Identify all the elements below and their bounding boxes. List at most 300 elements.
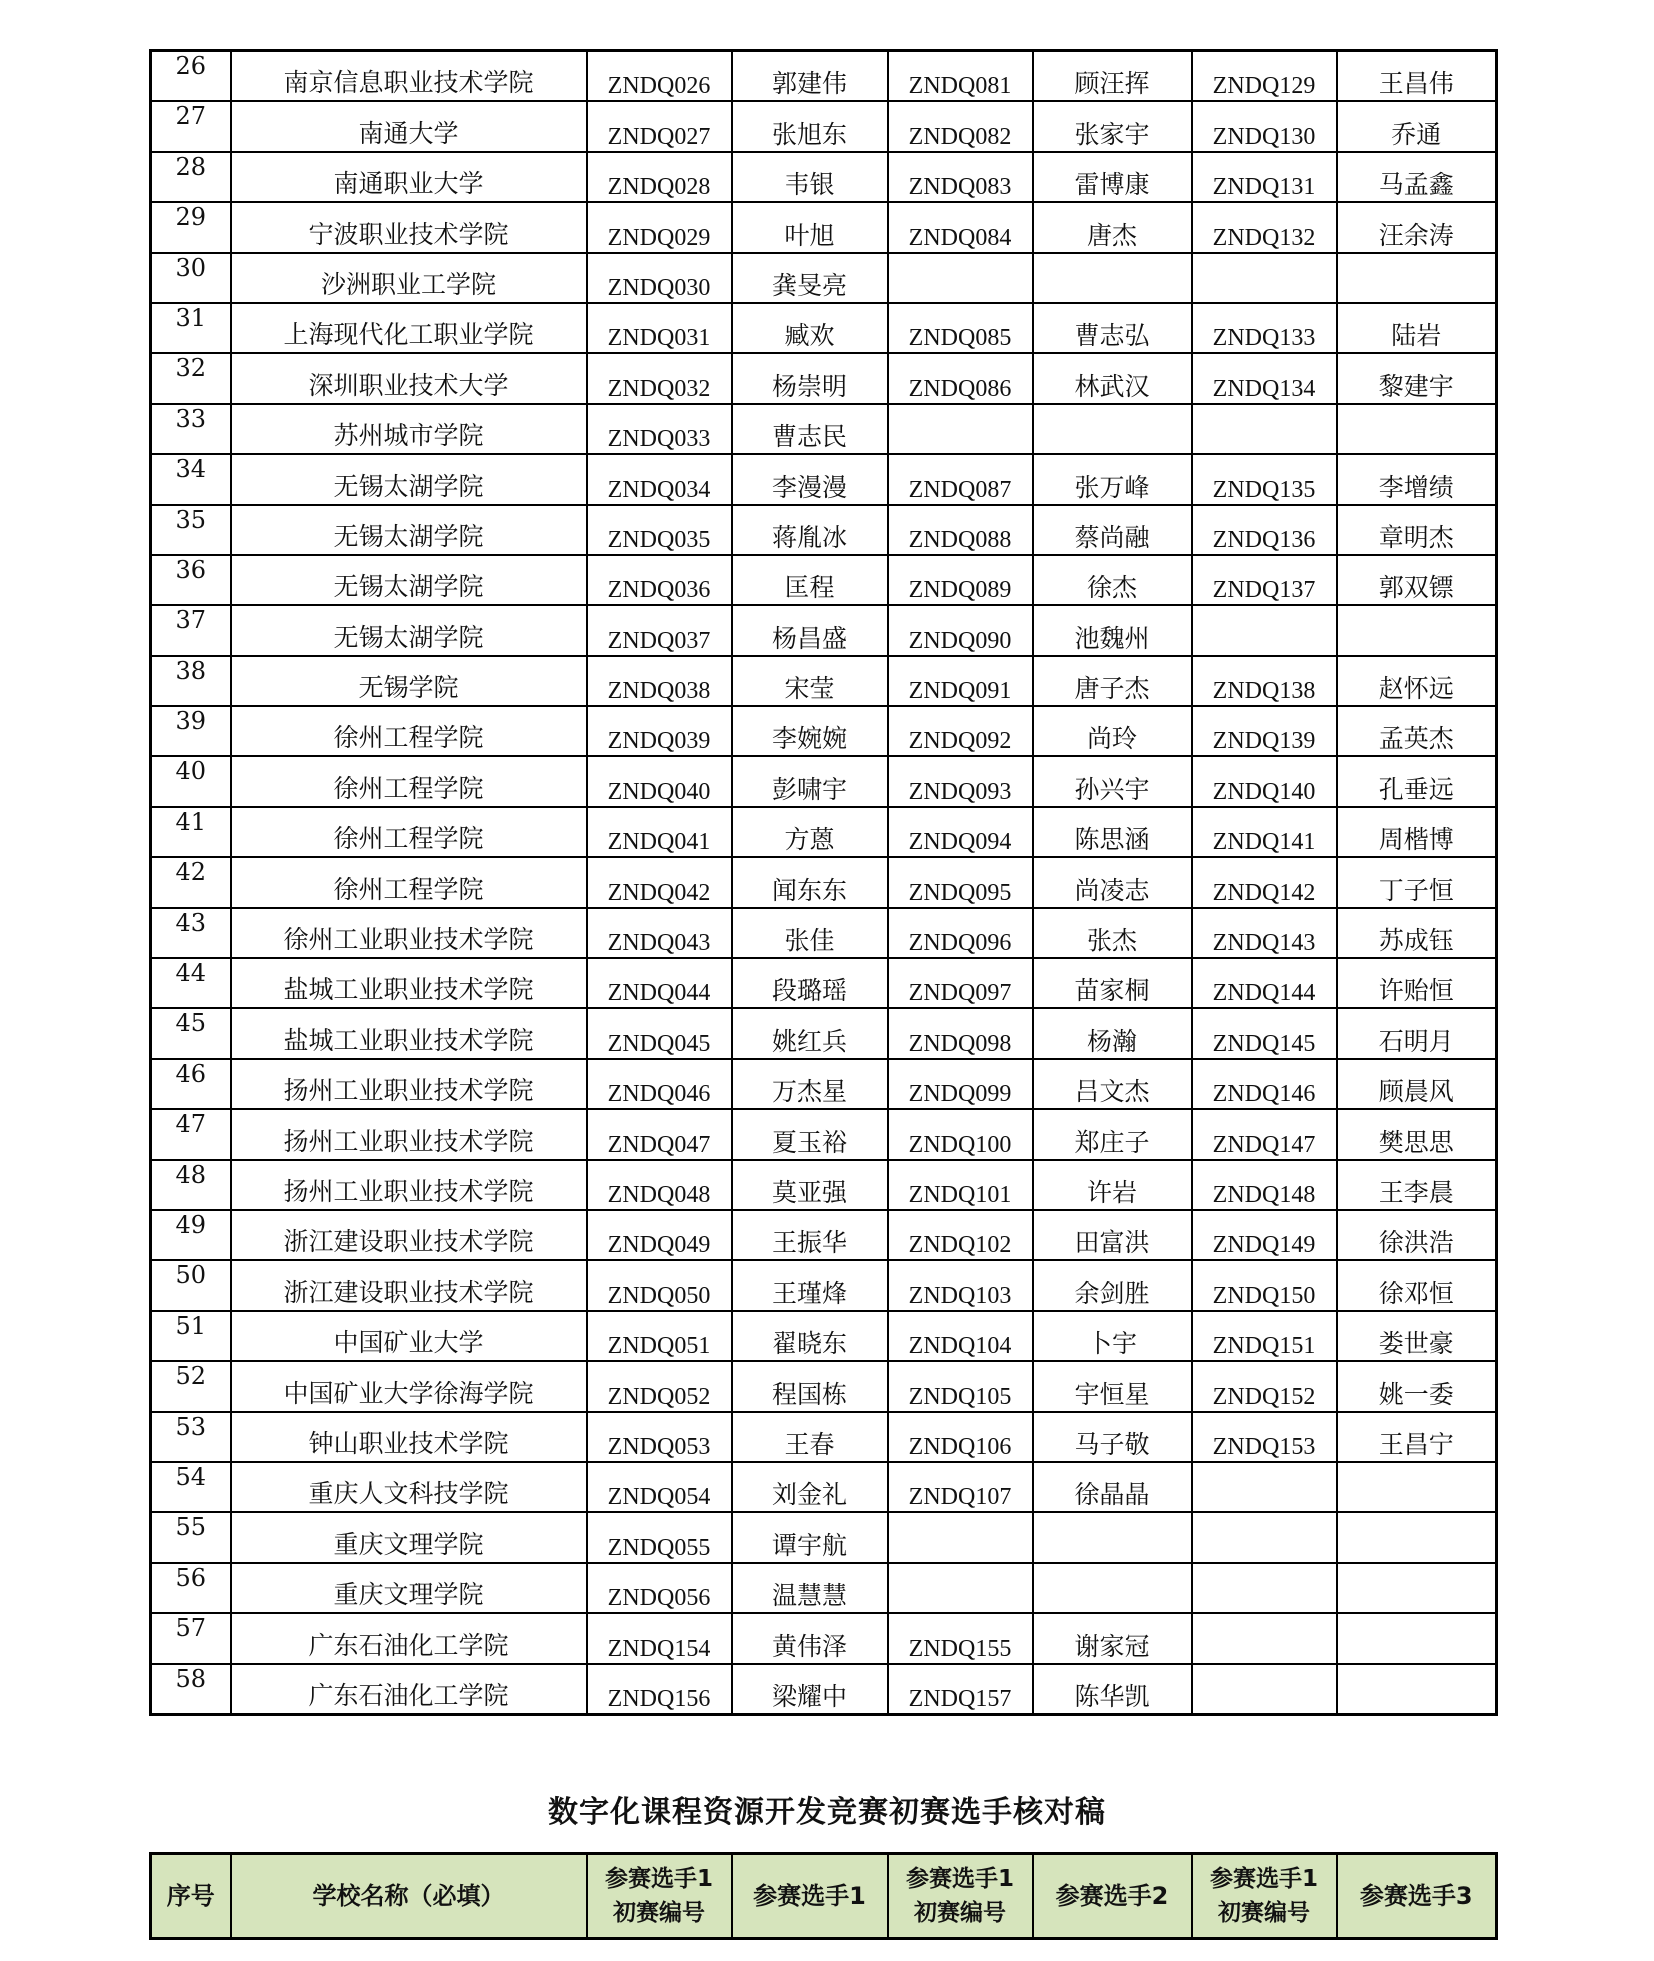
player-2-name-cell: 张家宇 <box>1033 101 1192 151</box>
school-name-cell: 南京信息职业技术学院 <box>231 51 587 102</box>
player-2-name-cell <box>1033 404 1192 454</box>
player-1-code-cell: ZNDQ026 <box>587 51 732 102</box>
table-row <box>151 353 1497 403</box>
player-2-code-cell: ZNDQ083 <box>888 152 1033 202</box>
player-2-code-cell: ZNDQ096 <box>888 908 1033 958</box>
table-row <box>151 1210 1497 1260</box>
school-name-cell: 重庆文理学院 <box>231 1563 587 1613</box>
player-3-code-cell <box>1192 1563 1337 1613</box>
player-2-code-cell: ZNDQ085 <box>888 303 1033 353</box>
player-1-code-cell: ZNDQ046 <box>587 1059 732 1109</box>
player-2-name-cell: 谢家冠 <box>1033 1613 1192 1663</box>
player-1-code-cell: ZNDQ034 <box>587 454 732 504</box>
player-3-name-cell: 孔垂远 <box>1337 756 1497 806</box>
player-3-name-cell: 许贻恒 <box>1337 958 1497 1008</box>
school-name-cell: 无锡太湖学院 <box>231 605 587 655</box>
player-1-code-cell: ZNDQ038 <box>587 656 732 706</box>
row-number-cell: 28 <box>151 152 231 202</box>
school-name-cell: 徐州工程学院 <box>231 756 587 806</box>
player-1-name-cell: 彭啸宇 <box>732 756 888 806</box>
player-2-name-cell: 林武汉 <box>1033 353 1192 403</box>
player-1-name-cell: 宋莹 <box>732 656 888 706</box>
player-3-code-cell: ZNDQ150 <box>1192 1260 1337 1310</box>
section-title: 数字化课程资源开发竞赛初赛选手核对稿 <box>548 1795 1106 1830</box>
header-no: 序号 <box>151 1854 231 1939</box>
player-2-name-cell: 曹志弘 <box>1033 303 1192 353</box>
player-3-code-cell: ZNDQ146 <box>1192 1059 1337 1109</box>
player-3-code-cell: ZNDQ144 <box>1192 958 1337 1008</box>
player-1-name-cell: 程国栋 <box>732 1361 888 1411</box>
player-1-code-cell: ZNDQ055 <box>587 1512 732 1562</box>
player-1-name-cell: 郭建伟 <box>732 51 888 102</box>
player-2-code-cell: ZNDQ157 <box>888 1664 1033 1715</box>
player-1-name-cell: 刘金礼 <box>732 1462 888 1512</box>
player-2-name-cell: 池魏州 <box>1033 605 1192 655</box>
player-2-name-cell: 张万峰 <box>1033 454 1192 504</box>
player-3-name-cell <box>1337 1462 1497 1512</box>
player-3-name-cell: 顾晨风 <box>1337 1059 1497 1109</box>
player-3-code-cell: ZNDQ143 <box>1192 908 1337 958</box>
table-row <box>151 202 1497 252</box>
table-row <box>151 1260 1497 1310</box>
row-number-cell: 48 <box>151 1160 231 1210</box>
player-1-name-cell: 王振华 <box>732 1210 888 1260</box>
player-3-name-cell: 王昌伟 <box>1337 51 1497 102</box>
school-name-cell: 重庆人文科技学院 <box>231 1462 587 1512</box>
player-1-code-cell: ZNDQ029 <box>587 202 732 252</box>
player-1-code-cell: ZNDQ044 <box>587 958 732 1008</box>
row-number-cell: 46 <box>151 1059 231 1109</box>
row-number-cell: 31 <box>151 303 231 353</box>
player-3-code-cell: ZNDQ151 <box>1192 1311 1337 1361</box>
player-1-code-cell: ZNDQ032 <box>587 353 732 403</box>
row-number-cell: 57 <box>151 1613 231 1663</box>
school-name-cell: 无锡学院 <box>231 656 587 706</box>
header-code-3-line-2: 初赛编号 <box>1218 1900 1310 1926</box>
table-row <box>151 555 1497 605</box>
school-name-cell: 浙江建设职业技术学院 <box>231 1260 587 1310</box>
player-1-code-cell: ZNDQ048 <box>587 1160 732 1210</box>
header-code-3-line-1: 参赛选手1 <box>1209 1866 1318 1892</box>
row-number-cell: 55 <box>151 1512 231 1562</box>
school-name-cell: 广东石油化工学院 <box>231 1664 587 1715</box>
header-code-3 <box>1192 1854 1337 1939</box>
player-2-code-cell: ZNDQ091 <box>888 656 1033 706</box>
player-3-name-cell: 石明月 <box>1337 1008 1497 1058</box>
player-1-name-cell: 王瑾烽 <box>732 1260 888 1310</box>
roster-table <box>149 49 1498 1716</box>
player-2-name-cell: 杨瀚 <box>1033 1008 1192 1058</box>
player-1-name-cell: 谭宇航 <box>732 1512 888 1562</box>
player-1-name-cell: 臧欢 <box>732 303 888 353</box>
school-name-cell: 无锡太湖学院 <box>231 555 587 605</box>
school-name-cell: 深圳职业技术大学 <box>231 353 587 403</box>
player-2-code-cell: ZNDQ101 <box>888 1160 1033 1210</box>
player-2-code-cell: ZNDQ092 <box>888 706 1033 756</box>
player-1-code-cell: ZNDQ041 <box>587 807 732 857</box>
player-2-name-cell: 顾汪挥 <box>1033 51 1192 102</box>
table-row <box>151 958 1497 1008</box>
player-1-name-cell: 翟晓东 <box>732 1311 888 1361</box>
player-1-code-cell: ZNDQ040 <box>587 756 732 806</box>
player-3-code-cell <box>1192 1664 1337 1715</box>
player-2-name-cell: 卜宇 <box>1033 1311 1192 1361</box>
player-1-name-cell: 曹志民 <box>732 404 888 454</box>
player-2-name-cell: 张杰 <box>1033 908 1192 958</box>
school-name-cell: 徐州工程学院 <box>231 857 587 907</box>
player-3-code-cell <box>1192 1613 1337 1663</box>
player-1-name-cell: 万杰星 <box>732 1059 888 1109</box>
row-number-cell: 34 <box>151 454 231 504</box>
school-name-cell: 徐州工程学院 <box>231 807 587 857</box>
school-name-cell: 上海现代化工职业学院 <box>231 303 587 353</box>
player-3-code-cell: ZNDQ142 <box>1192 857 1337 907</box>
player-2-code-cell: ZNDQ098 <box>888 1008 1033 1058</box>
player-3-code-cell: ZNDQ134 <box>1192 353 1337 403</box>
player-1-name-cell: 张旭东 <box>732 101 888 151</box>
row-number-cell: 58 <box>151 1664 231 1715</box>
header-code-1 <box>587 1854 732 1939</box>
player-3-name-cell: 娄世豪 <box>1337 1311 1497 1361</box>
player-3-name-cell: 黎建宇 <box>1337 353 1497 403</box>
player-3-name-cell <box>1337 605 1497 655</box>
table-row <box>151 1361 1497 1411</box>
header-code-1-line-1: 参赛选手1 <box>604 1866 713 1892</box>
table-row <box>151 1563 1497 1613</box>
row-number-cell: 36 <box>151 555 231 605</box>
table-row <box>151 656 1497 706</box>
player-3-code-cell <box>1192 1512 1337 1562</box>
row-number-cell: 27 <box>151 101 231 151</box>
table-row <box>151 807 1497 857</box>
header-code-2-line-2: 初赛编号 <box>914 1900 1006 1926</box>
player-2-name-cell: 徐杰 <box>1033 555 1192 605</box>
player-3-code-cell <box>1192 1462 1337 1512</box>
player-3-code-cell <box>1192 404 1337 454</box>
row-number-cell: 47 <box>151 1109 231 1159</box>
table-row <box>151 1512 1497 1562</box>
player-1-name-cell: 匡程 <box>732 555 888 605</box>
row-number-cell: 41 <box>151 807 231 857</box>
table-row <box>151 51 1497 102</box>
school-name-cell: 无锡太湖学院 <box>231 454 587 504</box>
player-1-code-cell: ZNDQ045 <box>587 1008 732 1058</box>
player-3-code-cell: ZNDQ131 <box>1192 152 1337 202</box>
school-name-cell: 扬州工业职业技术学院 <box>231 1160 587 1210</box>
player-2-name-cell: 陈华凯 <box>1033 1664 1192 1715</box>
player-1-code-cell: ZNDQ033 <box>587 404 732 454</box>
table-row <box>151 303 1497 353</box>
player-1-name-cell: 蒋胤冰 <box>732 505 888 555</box>
table-row <box>151 756 1497 806</box>
player-3-code-cell: ZNDQ136 <box>1192 505 1337 555</box>
player-1-name-cell: 张佳 <box>732 908 888 958</box>
player-3-name-cell: 丁子恒 <box>1337 857 1497 907</box>
player-2-code-cell: ZNDQ082 <box>888 101 1033 151</box>
player-1-code-cell: ZNDQ035 <box>587 505 732 555</box>
player-2-code-cell <box>888 404 1033 454</box>
table-row <box>151 1160 1497 1210</box>
player-3-code-cell: ZNDQ138 <box>1192 656 1337 706</box>
player-1-name-cell: 李婉婉 <box>732 706 888 756</box>
player-3-code-cell: ZNDQ129 <box>1192 51 1337 102</box>
player-3-code-cell: ZNDQ130 <box>1192 101 1337 151</box>
player-2-code-cell: ZNDQ106 <box>888 1412 1033 1462</box>
school-name-cell: 重庆文理学院 <box>231 1512 587 1562</box>
player-2-name-cell: 孙兴宇 <box>1033 756 1192 806</box>
row-number-cell: 45 <box>151 1008 231 1058</box>
player-2-name-cell: 苗家桐 <box>1033 958 1192 1008</box>
player-1-name-cell: 闻东东 <box>732 857 888 907</box>
player-1-name-cell: 方蒽 <box>732 807 888 857</box>
player-1-name-cell: 叶旭 <box>732 202 888 252</box>
player-1-code-cell: ZNDQ054 <box>587 1462 732 1512</box>
player-3-name-cell: 李增绩 <box>1337 454 1497 504</box>
player-1-code-cell: ZNDQ047 <box>587 1109 732 1159</box>
player-2-code-cell <box>888 1563 1033 1613</box>
school-name-cell: 扬州工业职业技术学院 <box>231 1109 587 1159</box>
row-number-cell: 53 <box>151 1412 231 1462</box>
table-row <box>151 454 1497 504</box>
player-3-name-cell <box>1337 404 1497 454</box>
player-3-name-cell: 徐邓恒 <box>1337 1260 1497 1310</box>
player-1-code-cell: ZNDQ043 <box>587 908 732 958</box>
table-row <box>151 404 1497 454</box>
player-3-code-cell: ZNDQ133 <box>1192 303 1337 353</box>
player-2-code-cell <box>888 253 1033 303</box>
player-2-code-cell: ZNDQ087 <box>888 454 1033 504</box>
row-number-cell: 52 <box>151 1361 231 1411</box>
school-name-cell: 广东石油化工学院 <box>231 1613 587 1663</box>
player-1-name-cell: 李漫漫 <box>732 454 888 504</box>
player-2-code-cell: ZNDQ088 <box>888 505 1033 555</box>
school-name-cell: 盐城工业职业技术学院 <box>231 958 587 1008</box>
table-row <box>151 505 1497 555</box>
header-code-2 <box>888 1854 1033 1939</box>
player-3-name-cell: 王昌宁 <box>1337 1412 1497 1462</box>
player-3-code-cell: ZNDQ149 <box>1192 1210 1337 1260</box>
player-3-name-cell: 陆岩 <box>1337 303 1497 353</box>
header-code-2-line-1: 参赛选手1 <box>905 1866 1014 1892</box>
table-row <box>151 1462 1497 1512</box>
player-2-name-cell: 郑庄子 <box>1033 1109 1192 1159</box>
player-1-name-cell: 王春 <box>732 1412 888 1462</box>
player-2-name-cell <box>1033 253 1192 303</box>
player-3-code-cell <box>1192 605 1337 655</box>
player-3-name-cell: 周楷博 <box>1337 807 1497 857</box>
school-name-cell: 沙洲职业工学院 <box>231 253 587 303</box>
player-1-code-cell: ZNDQ154 <box>587 1613 732 1663</box>
player-2-code-cell: ZNDQ086 <box>888 353 1033 403</box>
player-1-code-cell: ZNDQ056 <box>587 1563 732 1613</box>
player-3-name-cell: 王李晨 <box>1337 1160 1497 1210</box>
player-2-name-cell: 宇恒星 <box>1033 1361 1192 1411</box>
school-name-cell: 南通大学 <box>231 101 587 151</box>
player-3-code-cell: ZNDQ141 <box>1192 807 1337 857</box>
player-3-name-cell <box>1337 1563 1497 1613</box>
school-name-cell: 南通职业大学 <box>231 152 587 202</box>
player-1-name-cell: 温慧慧 <box>732 1563 888 1613</box>
player-2-code-cell: ZNDQ097 <box>888 958 1033 1008</box>
header-table <box>149 1852 1498 1940</box>
table-row <box>151 857 1497 907</box>
player-3-name-cell: 马孟鑫 <box>1337 152 1497 202</box>
row-number-cell: 33 <box>151 404 231 454</box>
table-row <box>151 101 1497 151</box>
player-2-code-cell: ZNDQ107 <box>888 1462 1033 1512</box>
player-1-code-cell: ZNDQ042 <box>587 857 732 907</box>
school-name-cell: 中国矿业大学徐海学院 <box>231 1361 587 1411</box>
player-3-name-cell: 徐洪浩 <box>1337 1210 1497 1260</box>
player-2-code-cell: ZNDQ090 <box>888 605 1033 655</box>
school-name-cell: 钟山职业技术学院 <box>231 1412 587 1462</box>
table-row <box>151 706 1497 756</box>
player-2-code-cell: ZNDQ100 <box>888 1109 1033 1159</box>
player-3-code-cell: ZNDQ132 <box>1192 202 1337 252</box>
player-2-name-cell: 马子敬 <box>1033 1412 1192 1462</box>
player-3-code-cell: ZNDQ140 <box>1192 756 1337 806</box>
row-number-cell: 44 <box>151 958 231 1008</box>
row-number-cell: 56 <box>151 1563 231 1613</box>
player-2-code-cell: ZNDQ099 <box>888 1059 1033 1109</box>
row-number-cell: 49 <box>151 1210 231 1260</box>
player-3-code-cell: ZNDQ145 <box>1192 1008 1337 1058</box>
school-name-cell: 浙江建设职业技术学院 <box>231 1210 587 1260</box>
player-3-name-cell: 孟英杰 <box>1337 706 1497 756</box>
header-player-2: 参赛选手2 <box>1033 1854 1192 1939</box>
player-1-code-cell: ZNDQ053 <box>587 1412 732 1462</box>
player-1-code-cell: ZNDQ052 <box>587 1361 732 1411</box>
player-3-code-cell: ZNDQ147 <box>1192 1109 1337 1159</box>
player-3-code-cell: ZNDQ135 <box>1192 454 1337 504</box>
school-name-cell: 盐城工业职业技术学院 <box>231 1008 587 1058</box>
row-number-cell: 51 <box>151 1311 231 1361</box>
player-1-name-cell: 莫亚强 <box>732 1160 888 1210</box>
header-code-1-line-2: 初赛编号 <box>613 1900 705 1926</box>
player-1-name-cell: 黄伟泽 <box>732 1613 888 1663</box>
player-3-name-cell: 赵怀远 <box>1337 656 1497 706</box>
player-2-name-cell <box>1033 1512 1192 1562</box>
player-2-name-cell <box>1033 1563 1192 1613</box>
player-1-code-cell: ZNDQ156 <box>587 1664 732 1715</box>
player-2-name-cell: 吕文杰 <box>1033 1059 1192 1109</box>
player-2-code-cell: ZNDQ104 <box>888 1311 1033 1361</box>
header-row <box>151 1854 1497 1939</box>
player-2-code-cell: ZNDQ155 <box>888 1613 1033 1663</box>
player-2-name-cell: 余剑胜 <box>1033 1260 1192 1310</box>
player-2-name-cell: 许岩 <box>1033 1160 1192 1210</box>
player-2-name-cell: 徐晶晶 <box>1033 1462 1192 1512</box>
player-3-name-cell: 乔通 <box>1337 101 1497 151</box>
player-1-name-cell: 姚红兵 <box>732 1008 888 1058</box>
player-3-name-cell <box>1337 1664 1497 1715</box>
player-3-code-cell: ZNDQ153 <box>1192 1412 1337 1462</box>
table-row <box>151 152 1497 202</box>
player-3-code-cell <box>1192 253 1337 303</box>
table-row <box>151 908 1497 958</box>
player-2-name-cell: 田富洪 <box>1033 1210 1192 1260</box>
player-2-code-cell: ZNDQ089 <box>888 555 1033 605</box>
row-number-cell: 37 <box>151 605 231 655</box>
player-3-name-cell: 樊思思 <box>1337 1109 1497 1159</box>
player-3-code-cell: ZNDQ139 <box>1192 706 1337 756</box>
player-1-name-cell: 杨昌盛 <box>732 605 888 655</box>
table-row <box>151 1613 1497 1663</box>
player-1-code-cell: ZNDQ049 <box>587 1210 732 1260</box>
row-number-cell: 30 <box>151 253 231 303</box>
player-1-code-cell: ZNDQ050 <box>587 1260 732 1310</box>
table-row <box>151 1109 1497 1159</box>
school-name-cell: 扬州工业职业技术学院 <box>231 1059 587 1109</box>
header-player-1: 参赛选手1 <box>732 1854 888 1939</box>
row-number-cell: 38 <box>151 656 231 706</box>
player-2-name-cell: 唐杰 <box>1033 202 1192 252</box>
school-name-cell: 徐州工程学院 <box>231 706 587 756</box>
row-number-cell: 26 <box>151 51 231 102</box>
player-1-code-cell: ZNDQ030 <box>587 253 732 303</box>
player-1-code-cell: ZNDQ051 <box>587 1311 732 1361</box>
player-3-name-cell: 郭双镖 <box>1337 555 1497 605</box>
table-row <box>151 253 1497 303</box>
header-player-3: 参赛选手3 <box>1337 1854 1497 1939</box>
player-2-name-cell: 尚凌志 <box>1033 857 1192 907</box>
player-1-name-cell: 杨崇明 <box>732 353 888 403</box>
row-number-cell: 29 <box>151 202 231 252</box>
player-3-code-cell: ZNDQ152 <box>1192 1361 1337 1411</box>
player-1-name-cell: 段璐瑶 <box>732 958 888 1008</box>
player-1-code-cell: ZNDQ031 <box>587 303 732 353</box>
row-number-cell: 43 <box>151 908 231 958</box>
row-number-cell: 40 <box>151 756 231 806</box>
row-number-cell: 39 <box>151 706 231 756</box>
player-2-code-cell: ZNDQ102 <box>888 1210 1033 1260</box>
player-1-name-cell: 夏玉裕 <box>732 1109 888 1159</box>
player-2-code-cell <box>888 1512 1033 1562</box>
player-2-name-cell: 陈思涵 <box>1033 807 1192 857</box>
school-name-cell: 无锡太湖学院 <box>231 505 587 555</box>
player-2-code-cell: ZNDQ103 <box>888 1260 1033 1310</box>
player-2-code-cell: ZNDQ081 <box>888 51 1033 102</box>
player-3-code-cell: ZNDQ137 <box>1192 555 1337 605</box>
roster-body <box>151 51 1497 1715</box>
player-1-name-cell: 龚旻亮 <box>732 253 888 303</box>
table-row <box>151 1412 1497 1462</box>
school-name-cell: 徐州工业职业技术学院 <box>231 908 587 958</box>
player-3-name-cell: 姚一委 <box>1337 1361 1497 1411</box>
player-2-code-cell: ZNDQ084 <box>888 202 1033 252</box>
player-3-name-cell <box>1337 1512 1497 1562</box>
player-2-code-cell: ZNDQ093 <box>888 756 1033 806</box>
player-3-name-cell <box>1337 1613 1497 1663</box>
player-1-code-cell: ZNDQ028 <box>587 152 732 202</box>
row-number-cell: 54 <box>151 1462 231 1512</box>
player-1-name-cell: 韦银 <box>732 152 888 202</box>
row-number-cell: 50 <box>151 1260 231 1310</box>
table-row <box>151 605 1497 655</box>
player-2-name-cell: 蔡尚融 <box>1033 505 1192 555</box>
player-2-code-cell: ZNDQ094 <box>888 807 1033 857</box>
player-2-name-cell: 雷博康 <box>1033 152 1192 202</box>
school-name-cell: 苏州城市学院 <box>231 404 587 454</box>
player-3-name-cell <box>1337 253 1497 303</box>
row-number-cell: 35 <box>151 505 231 555</box>
player-1-code-cell: ZNDQ036 <box>587 555 732 605</box>
table-row <box>151 1008 1497 1058</box>
player-1-name-cell: 梁耀中 <box>732 1664 888 1715</box>
player-2-name-cell: 唐子杰 <box>1033 656 1192 706</box>
player-2-name-cell: 尚玲 <box>1033 706 1192 756</box>
player-1-code-cell: ZNDQ027 <box>587 101 732 151</box>
